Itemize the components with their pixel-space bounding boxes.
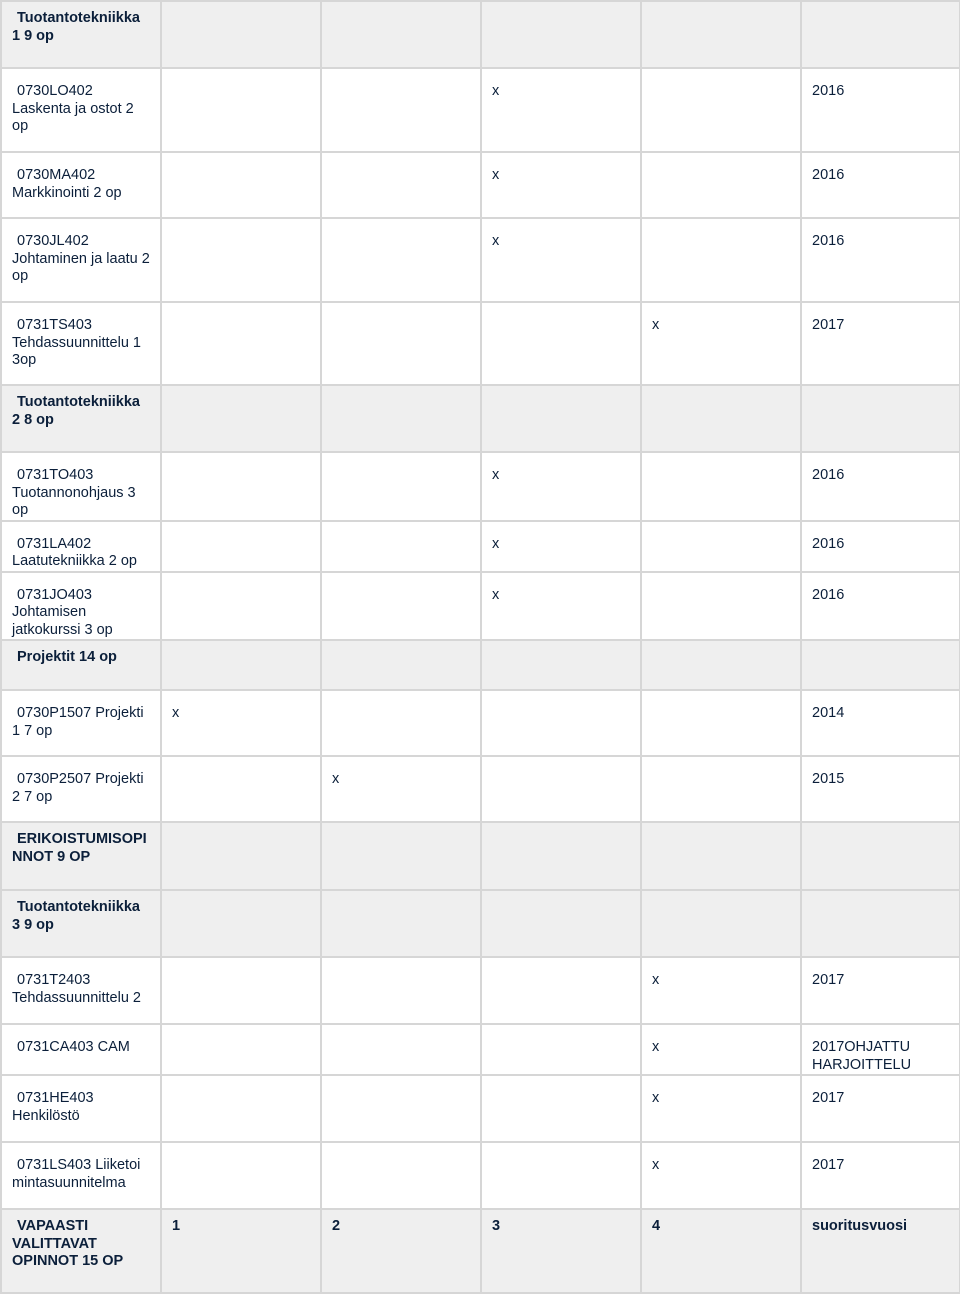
section-header bbox=[1, 890, 161, 957]
course-year: 2017 bbox=[801, 302, 960, 385]
footer-col-4: 4 bbox=[641, 1209, 801, 1293]
course-row bbox=[1, 572, 960, 641]
course-mark: x bbox=[481, 152, 641, 218]
section-header bbox=[1, 640, 161, 690]
course-name: 0730MA402 Markkinointi 2 op bbox=[1, 152, 161, 218]
footer-col-1: 1 bbox=[161, 1209, 321, 1293]
course-year: 2016 bbox=[801, 572, 960, 641]
course-mark: x bbox=[641, 957, 801, 1024]
section-header-row bbox=[1, 640, 960, 690]
footer-row bbox=[1, 1209, 960, 1293]
course-year: 2016 bbox=[801, 152, 960, 218]
course-year: 2016 bbox=[801, 521, 960, 572]
course-name: 0731LS403 Liiketoimintasuunnitelma bbox=[1, 1142, 161, 1209]
course-name: 0731CA403 CAM bbox=[1, 1024, 161, 1075]
course-year: 2017 bbox=[801, 1142, 960, 1209]
course-mark: x bbox=[641, 302, 801, 385]
section-header-row bbox=[1, 385, 960, 452]
course-row bbox=[1, 152, 960, 218]
section-header-row bbox=[1, 890, 960, 957]
course-name: 0731HE403 Henkilöstö bbox=[1, 1075, 161, 1142]
section-header-row bbox=[1, 822, 960, 890]
course-year: 2014 bbox=[801, 690, 960, 756]
footer-col-2: 2 bbox=[321, 1209, 481, 1293]
course-mark: x bbox=[481, 572, 641, 641]
course-mark: x bbox=[161, 690, 321, 756]
course-name: 0730P1507 Projekti 1 7 op bbox=[1, 690, 161, 756]
course-year: 2016 bbox=[801, 68, 960, 152]
course-mark: x bbox=[641, 1024, 801, 1075]
course-mark: x bbox=[481, 452, 641, 521]
course-year: 2015 bbox=[801, 756, 960, 822]
course-mark: x bbox=[481, 521, 641, 572]
section-header-label: ERIKOISTUMISOPINNOT 9 OP bbox=[12, 831, 147, 865]
course-name: 0731JO403 Johtamisen jatkokurssi 3 op bbox=[1, 572, 161, 641]
course-name: 0731TO403 Tuotannonohjaus 3 op bbox=[1, 452, 161, 521]
section-header-label: Tuotantotekniikka 3 9 op bbox=[12, 899, 140, 933]
course-mark: x bbox=[641, 1075, 801, 1142]
course-name: 0730P2507 Projekti 2 7 op bbox=[1, 756, 161, 822]
course-year: 2016 bbox=[801, 452, 960, 521]
section-header-label: Tuotantotekniikka 1 9 op bbox=[12, 10, 140, 44]
course-name: 0731TS403 Tehdassuunnittelu 1 3op bbox=[1, 302, 161, 385]
course-row bbox=[1, 302, 960, 385]
course-row bbox=[1, 756, 960, 822]
section-header-row bbox=[1, 1, 960, 68]
section-header-label: Projektit 14 op bbox=[17, 649, 117, 665]
course-name: 0730JL402 Johtaminen ja laatu 2 op bbox=[1, 218, 161, 302]
course-mark: x bbox=[641, 1142, 801, 1209]
course-row bbox=[1, 1075, 960, 1142]
footer-col-3: 3 bbox=[481, 1209, 641, 1293]
course-year: 2017OHJATTU HARJOITTELU bbox=[801, 1024, 960, 1075]
course-row bbox=[1, 452, 960, 521]
section-header-label: Tuotantotekniikka 2 8 op bbox=[12, 394, 140, 428]
course-year: 2017 bbox=[801, 1075, 960, 1142]
course-row bbox=[1, 957, 960, 1024]
section-header bbox=[1, 822, 161, 890]
course-name: 0731LA402 Laatutekniikka 2 op bbox=[1, 521, 161, 572]
footer-col-5: suoritusvuosi bbox=[801, 1209, 960, 1293]
course-row bbox=[1, 690, 960, 756]
course-row bbox=[1, 521, 960, 572]
course-year: 2016 bbox=[801, 218, 960, 302]
course-row bbox=[1, 1024, 960, 1075]
course-name: 0731T2403 Tehdassuunnittelu 2 bbox=[1, 957, 161, 1024]
section-header bbox=[1, 1, 161, 68]
course-row bbox=[1, 218, 960, 302]
section-header bbox=[1, 385, 161, 452]
footer-label: VAPAASTI VALITTAVAT OPINNOT 15 OP bbox=[1, 1209, 161, 1293]
course-row bbox=[1, 1142, 960, 1209]
course-mark: x bbox=[481, 218, 641, 302]
course-row bbox=[1, 68, 960, 152]
course-mark: x bbox=[481, 68, 641, 152]
course-year: 2017 bbox=[801, 957, 960, 1024]
course-mark: x bbox=[321, 756, 481, 822]
course-name: 0730LO402 Laskenta ja ostot 2 op bbox=[1, 68, 161, 152]
